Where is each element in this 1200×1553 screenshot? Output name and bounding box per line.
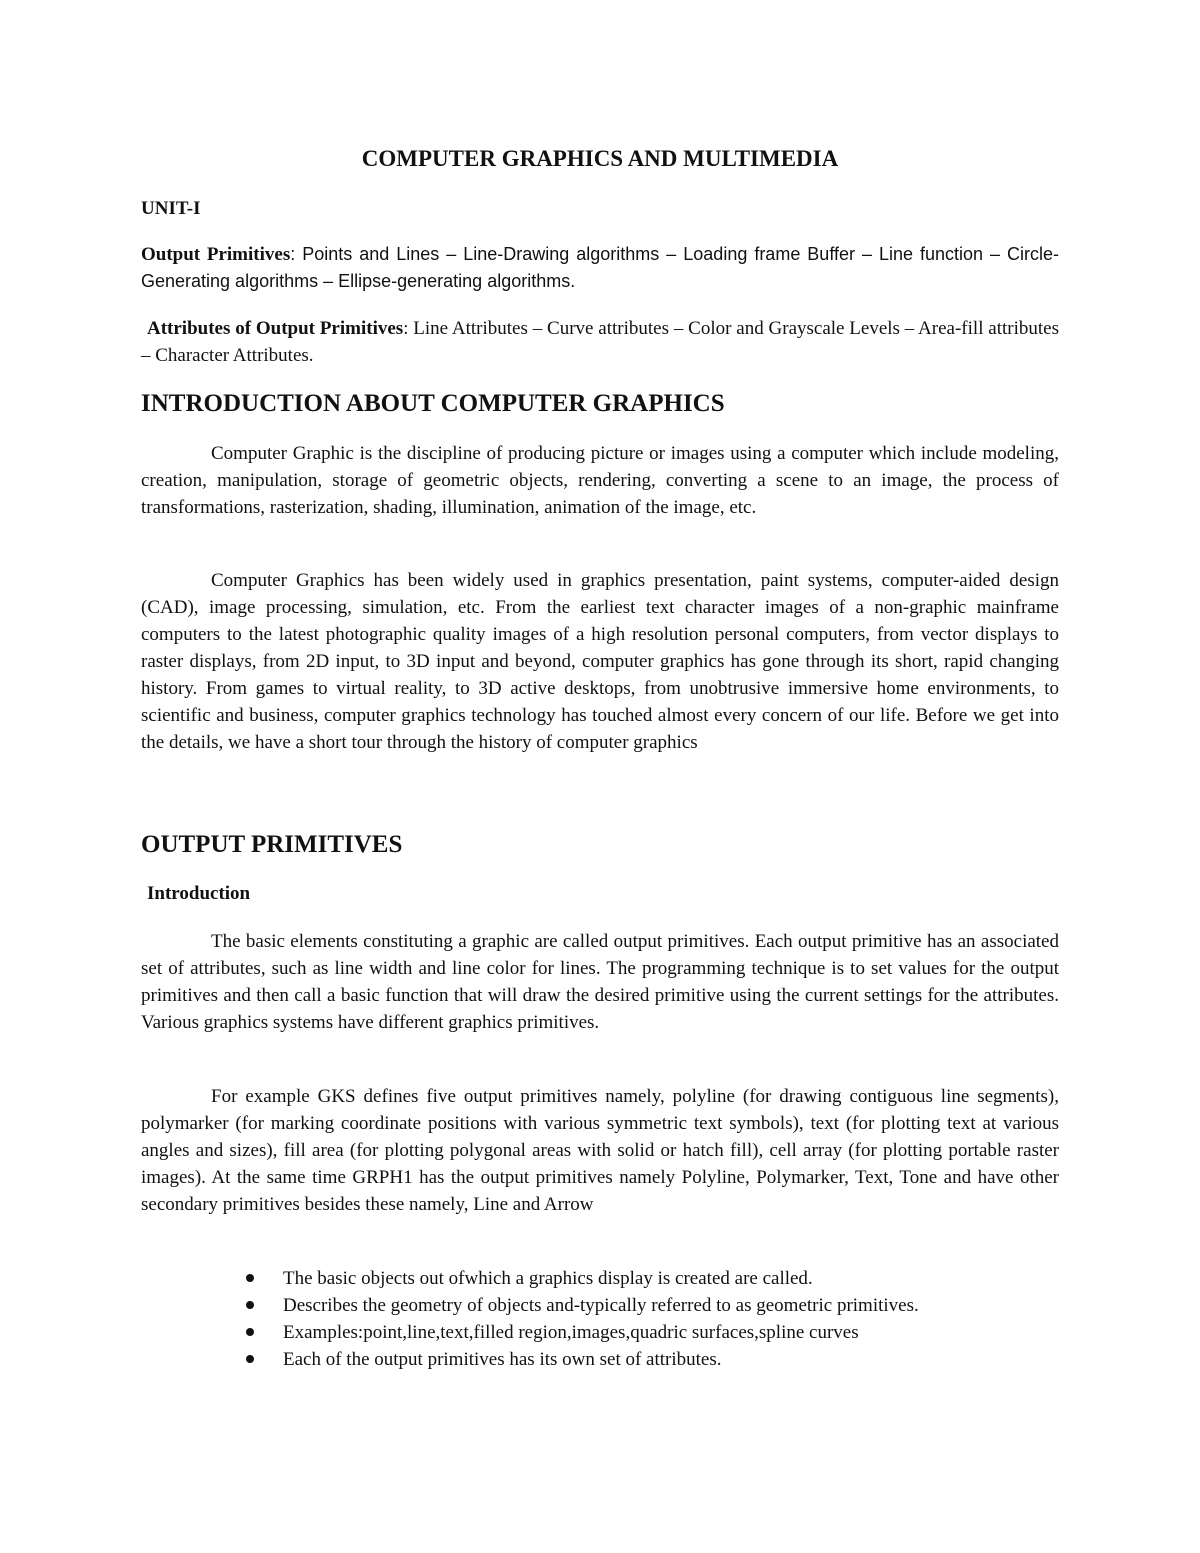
- intro-paragraph: Computer Graphics has been widely used in graphics presentation, paint systems, computer-aided design (CAD), image processing, simulation, etc. From the earliest text character images of a non-graphic mainframe computers to the latest photographic quality images of a high resolution personal computers, from vector displays to raster displays, from 2D input, to 3D input and beyond, computer graphics has gone through its short, rapid changing history. From games to virtual reality, to 3D active desktops, from unobtrusive immersive home environments, to scientific and business, computer graphics technology has touched almost every concern of our life. Before we get into the details, we have a short tour through the history of computer graphics: [141, 570, 1059, 753]
- section-heading-output-primitives: OUTPUT PRIMITIVES: [141, 831, 403, 858]
- list-item: [246, 1319, 966, 1346]
- document-title: COMPUTER GRAPHICS AND MULTIMEDIA: [361, 146, 839, 171]
- syllabus-output-primitives: [141, 241, 1059, 295]
- list-item: [246, 1346, 966, 1373]
- list-item-text: Examples:point,line,text,filled region,images,quadric surfaces,spline curves: [283, 1322, 859, 1343]
- output-paragraph: For example GKS defines five output primitives namely, polyline (for drawing contiguous line segments), polymarker (for marking coordinate positions with various symmetric text symbols), text (for plotting text at various angles and sizes), fill area (for plotting polygonal areas with solid or hatch fill), cell array (for plotting portable raster images). At the same time GRPH1 has the output primitives namely Polyline, Polymarker, Text, Tone and have other secondary primitives besides these namely, Line and Arrow: [141, 1086, 1059, 1215]
- subheading-introduction: Introduction: [147, 883, 251, 904]
- bullet-icon: [246, 1355, 254, 1363]
- bullet-list: [246, 1265, 966, 1373]
- output-paragraph: The basic elements constituting a graphic are called output primitives. Each output primitive has an associated set of attributes, such as line width and line color for lines. The programming technique is to set values for the output primitives and then call a basic function that will draw the desired primitive using the current settings for the attributes. Various graphics systems have different graphics primitives.: [141, 931, 1059, 1033]
- list-item-text: Describes the geometry of objects and-typically referred to as geometric primitives.: [283, 1295, 919, 1316]
- intro-paragraph: Computer Graphic is the discipline of producing picture or images using a computer which include modeling, creation, manipulation, storage of geometric objects, rendering, converting a scene to an image, the process of transformations, rasterization, shading, illumination, animation of the image, etc.: [141, 443, 1059, 518]
- list-item: [246, 1265, 966, 1292]
- syllabus-label: Output Primitives: [141, 244, 291, 265]
- list-item: [246, 1292, 966, 1319]
- bullet-icon: [246, 1328, 254, 1336]
- section-heading-introduction: INTRODUCTION ABOUT COMPUTER GRAPHICS: [141, 390, 725, 417]
- unit-label: UNIT-I: [141, 198, 201, 219]
- syllabus-text: : Line Attributes – Curve attributes – Color and Grayscale Levels – Area-fill attributes – Character Attributes.: [141, 318, 1059, 366]
- list-item-text: Each of the output primitives has its own set of attributes.: [283, 1349, 722, 1370]
- syllabus-label: Attributes of Output Primitives: [147, 318, 404, 339]
- syllabus-attributes: [141, 315, 1059, 369]
- bullet-icon: [246, 1274, 254, 1282]
- syllabus-text: : Points and Lines – Line-Drawing algorithms – Loading frame Buffer – Line function – Circle-Generating algorithms – Ellipse-generating algorithms.: [141, 244, 1059, 291]
- bullet-icon: [246, 1301, 254, 1309]
- list-item-text: The basic objects out ofwhich a graphics display is created are called.: [283, 1268, 813, 1289]
